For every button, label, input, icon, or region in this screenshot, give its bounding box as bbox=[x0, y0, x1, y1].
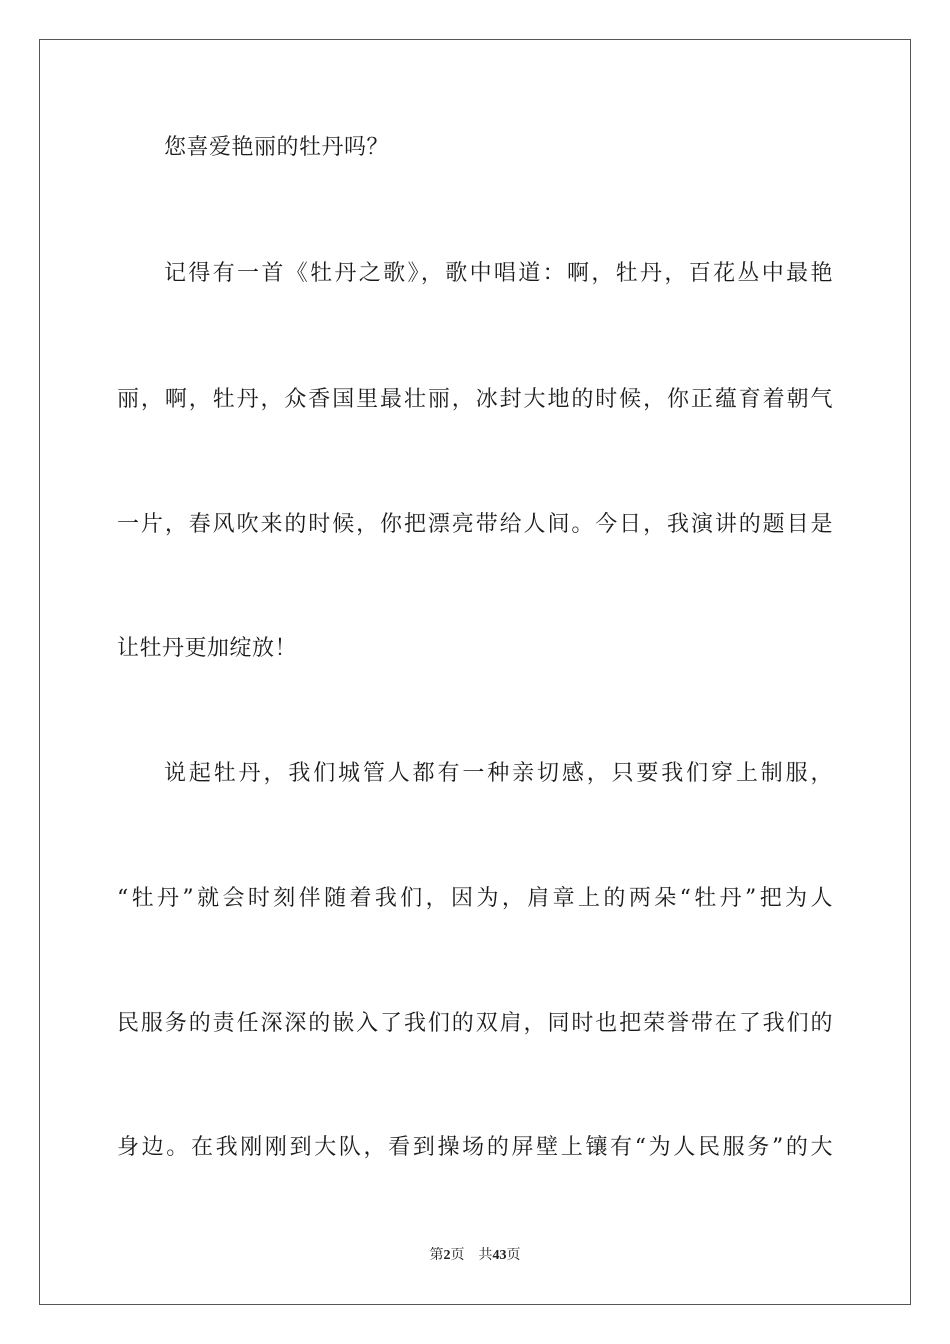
page-number: 2 bbox=[443, 1248, 451, 1263]
paragraph-line: 一片，春风吹来的时候，你把漂亮带给人间。今日，我演讲的题目是 bbox=[117, 512, 833, 537]
page-footer bbox=[0, 1246, 950, 1266]
paragraph-line: “牡丹”就会时刻伴随着我们，因为，肩章上的两朵“牡丹”把为人 bbox=[117, 886, 833, 911]
paragraph-line: 身边。在我刚刚到大队，看到操场的屏壁上镶有“为人民服务”的大 bbox=[117, 1135, 833, 1160]
paragraph-line: 说起牡丹，我们城管人都有一种亲切感，只要我们穿上制服， bbox=[164, 761, 833, 786]
total-prefix: 共 bbox=[478, 1248, 493, 1263]
page-suffix: 页 bbox=[450, 1248, 465, 1263]
paragraph-line: 您喜爱艳丽的牡丹吗？ bbox=[164, 135, 390, 160]
paragraph-line: 丽，啊，牡丹，众香国里最壮丽，冰封大地的时候，你正蕴育着朝气 bbox=[117, 387, 833, 412]
paragraph-line: 让牡丹更加绽放！ bbox=[117, 636, 298, 661]
total-suffix: 页 bbox=[506, 1248, 521, 1263]
page-border bbox=[39, 39, 911, 1305]
total-pages: 43 bbox=[492, 1248, 507, 1263]
paragraph-line: 民服务的责任深深的嵌入了我们的双肩，同时也把荣誉带在了我们的 bbox=[117, 1011, 833, 1036]
paragraph-line: 记得有一首《牡丹之歌》，歌中唱道：啊，牡丹，百花丛中最艳 bbox=[164, 261, 833, 286]
page-prefix: 第 bbox=[429, 1248, 444, 1263]
